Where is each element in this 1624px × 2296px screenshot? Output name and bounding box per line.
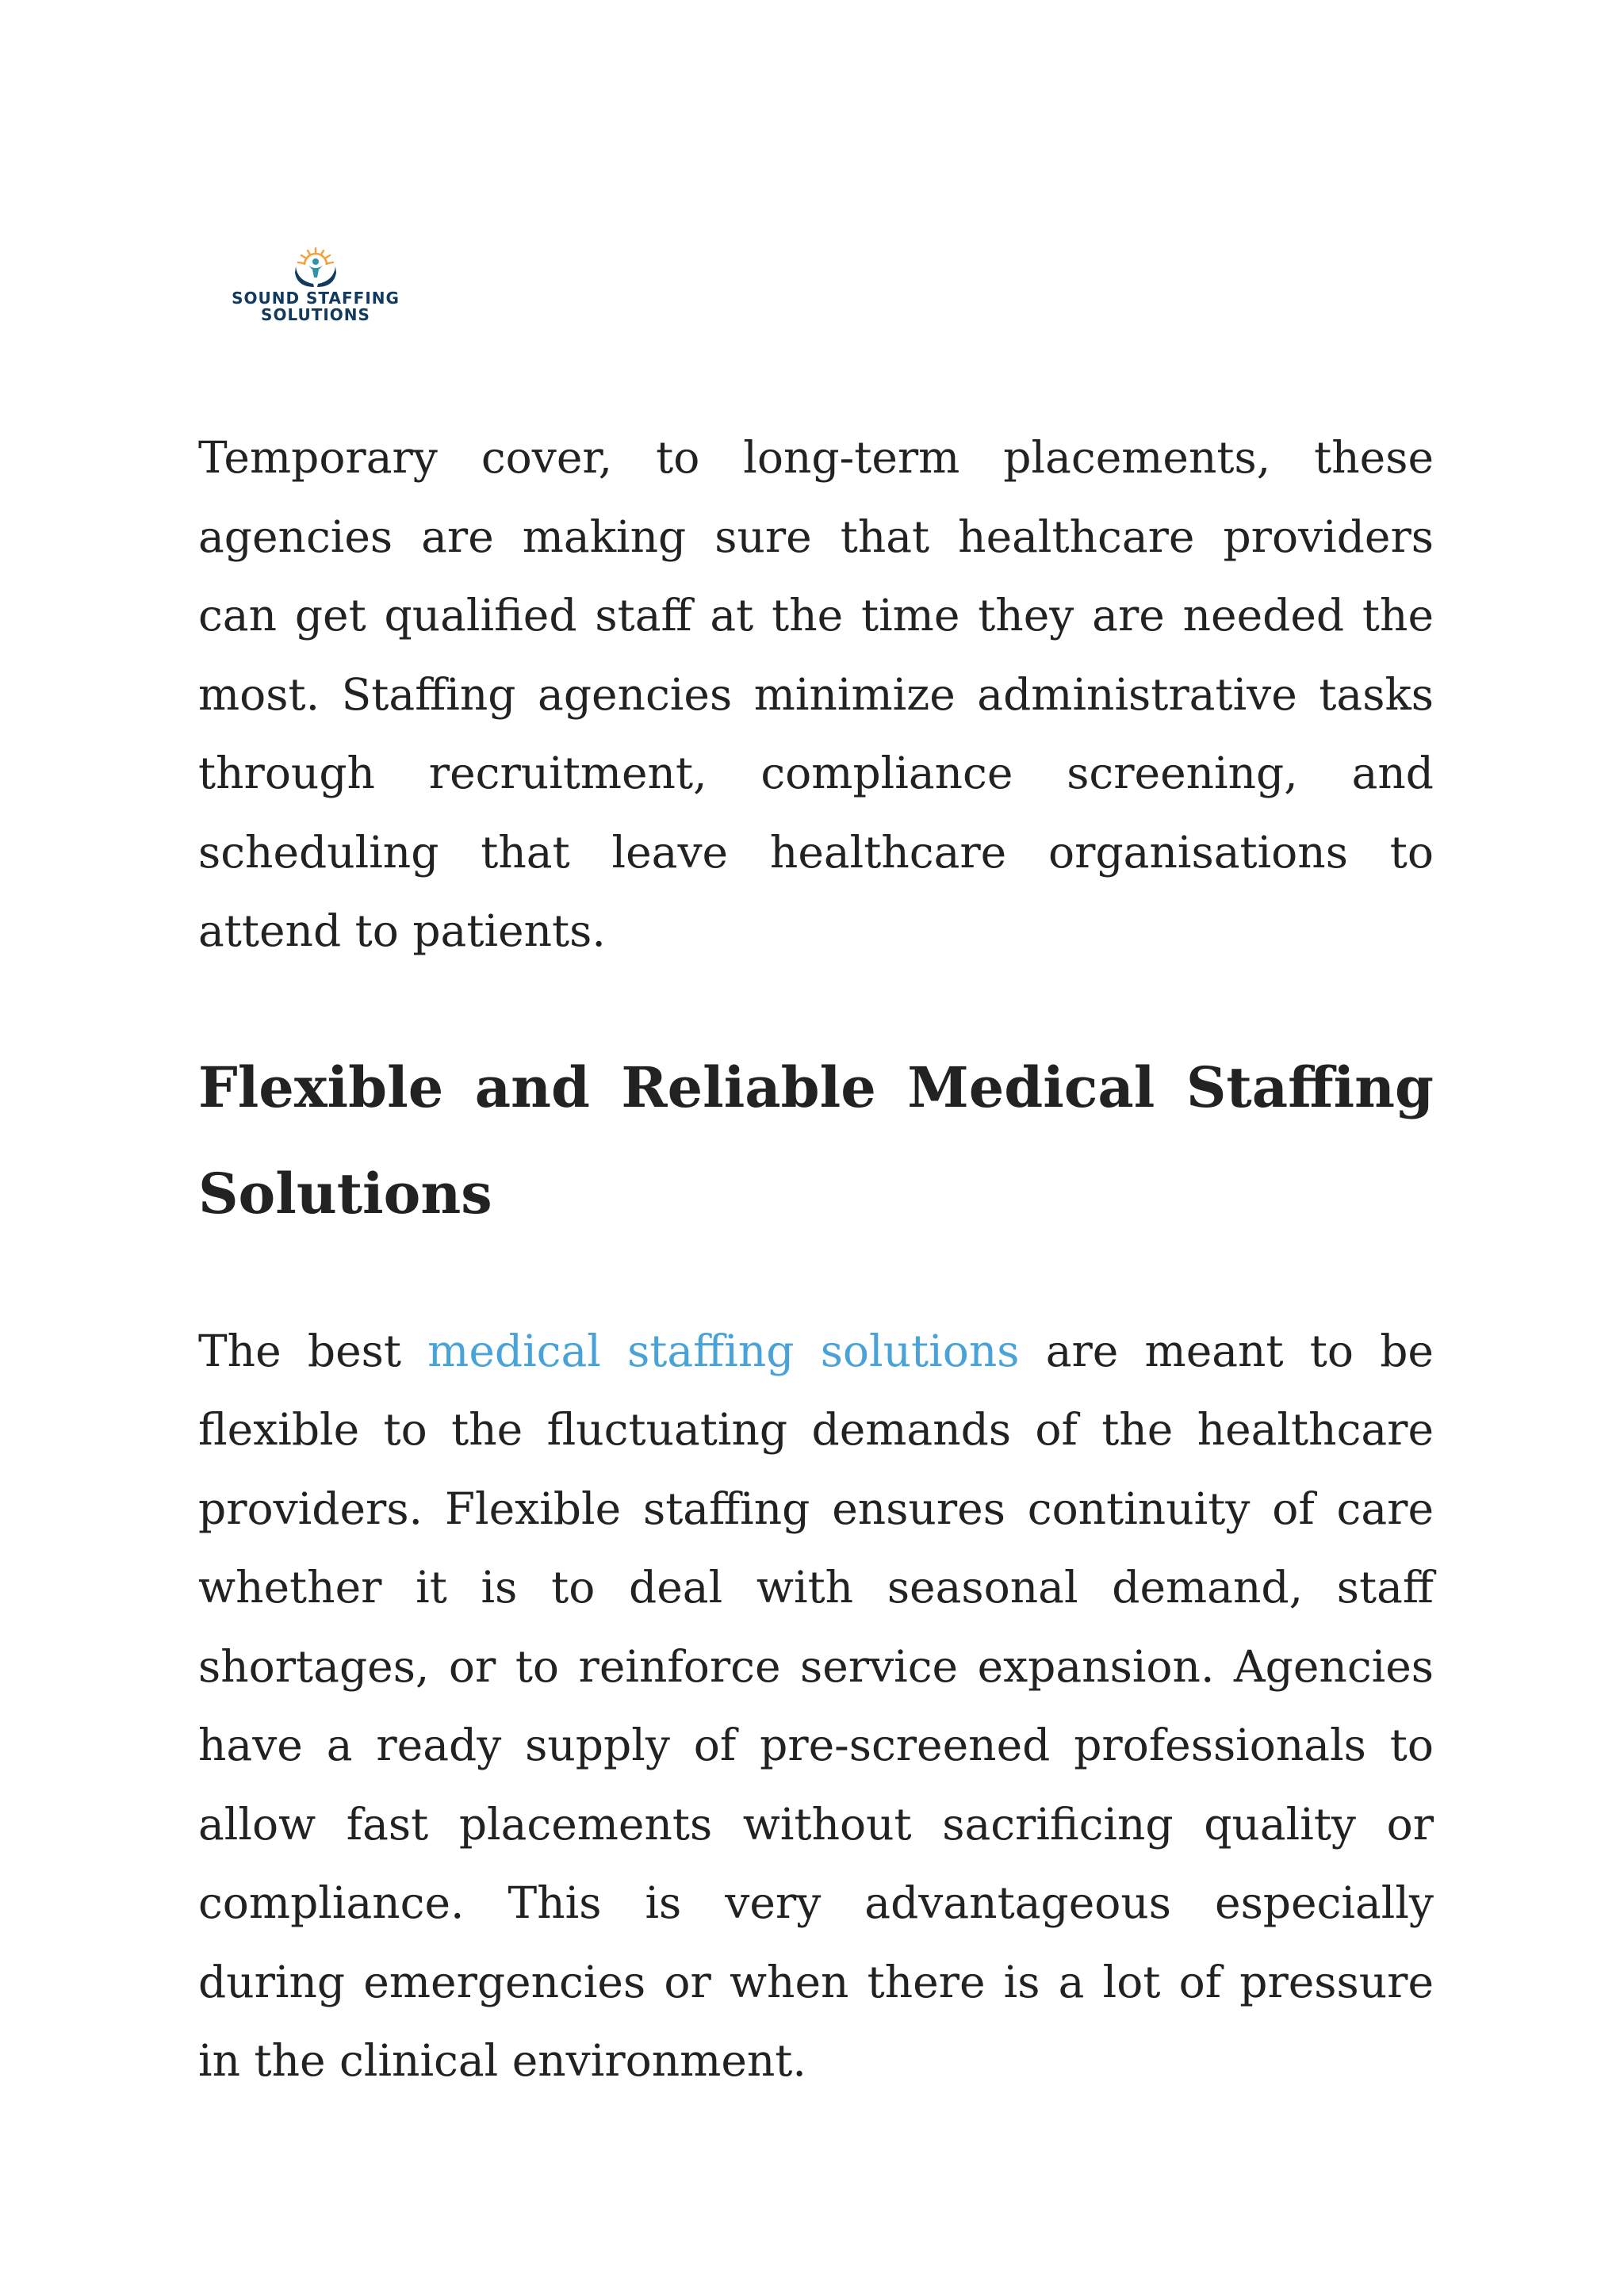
body-paragraph [198,1312,1434,2101]
document-body [198,419,1434,2101]
intro-paragraph: Temporary cover, to long-term placements, these agencies are making sure that healthcare providers can get qualified staff at the time they are needed the most. Staffing agencies minimize administrative tasks through recruitment, compliance screening, and scheduling that leave healthcare organisations to attend to patients. [198,432,1434,956]
section-heading: Flexible and Reliable Medical Staffing Solutions [198,1054,1434,1226]
hands-person-sun-icon [293,246,339,290]
logo-text-line2: SOLUTIONS [261,305,370,324]
logo-text-line1: SOUND STAFFING [232,289,400,308]
medical-staffing-solutions-link[interactable]: medical staffing solutions [427,1325,1020,1376]
paragraph-text-start: The best [198,1325,428,1376]
company-logo [220,246,411,335]
paragraph-text-rest: are meant to be flexible to the fluctuating demands of the healthcare providers. Flexible staffing ensures continuity of care whether it is to deal with seasonal demand, staff shortages, or to reinforce service expansion. Agencies have a ready supply of pre-screened professionals to allow fast placements without sacrificing quality or compliance. This is very advantageous especially during emergencies or when there is a lot of pressure in the clinical environment. [198,1325,1434,2086]
